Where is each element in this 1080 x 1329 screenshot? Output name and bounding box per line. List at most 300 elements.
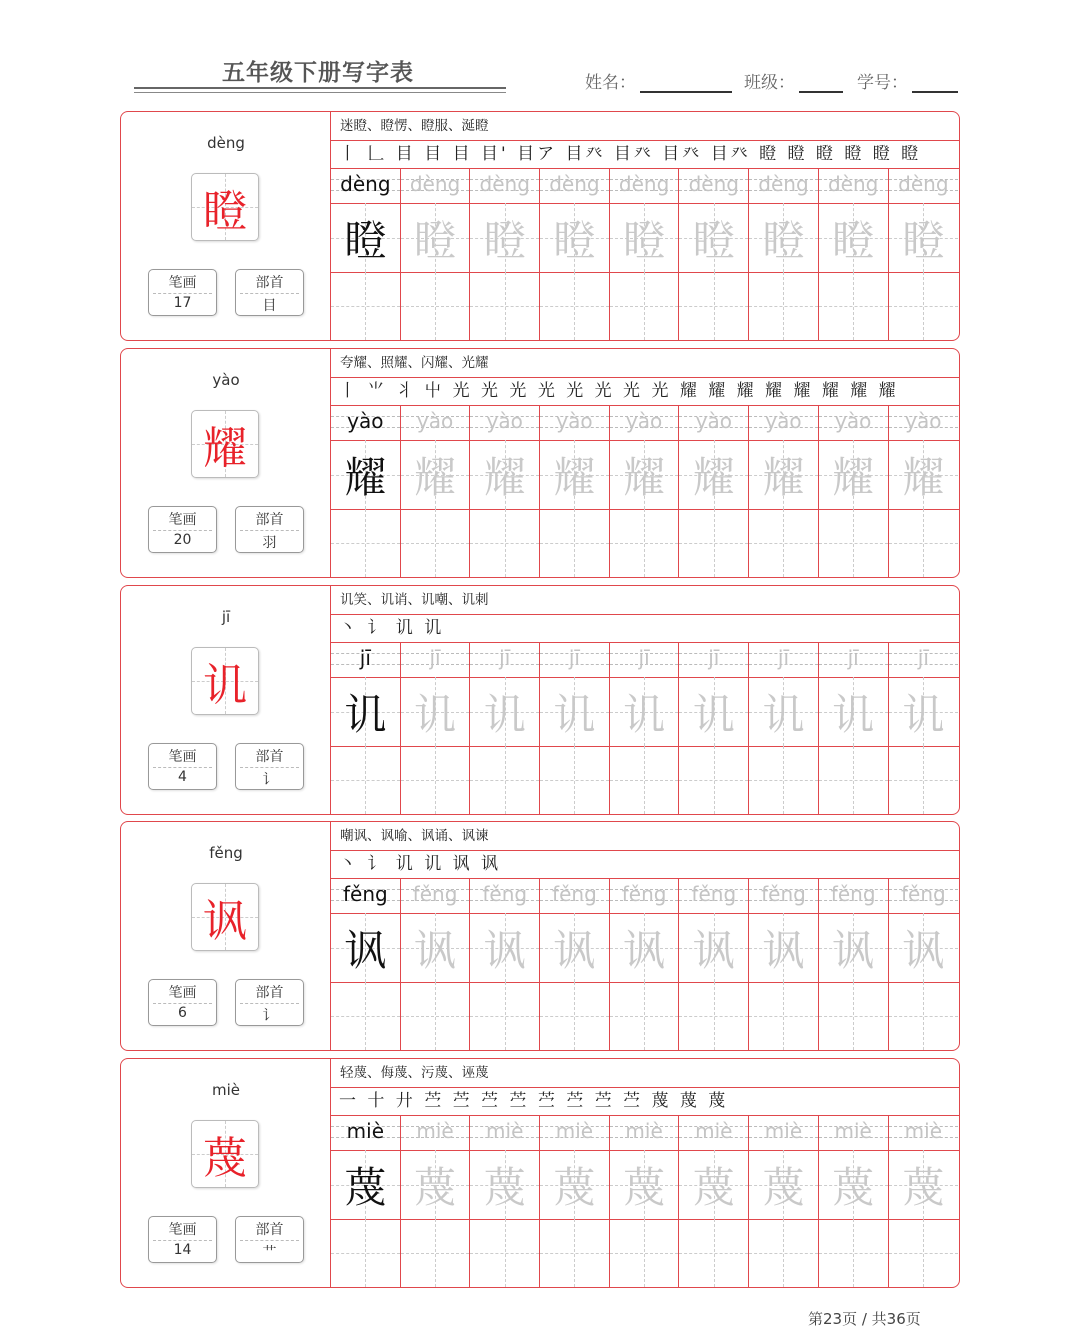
char-cell[interactable] — [470, 677, 540, 746]
pinyin-trace: miè — [695, 1119, 733, 1143]
char-cell[interactable] — [610, 203, 680, 272]
number-blank[interactable] — [912, 71, 958, 93]
blank-practice-cell[interactable] — [889, 1219, 959, 1287]
char-cell[interactable] — [401, 1150, 471, 1219]
radical-value: 讠 — [262, 1008, 277, 1024]
blank-practice-cell[interactable] — [679, 272, 749, 340]
char-trace: 讽 — [623, 925, 666, 975]
blank-practice-cell[interactable] — [610, 1219, 680, 1287]
radical-value: 目 — [262, 298, 277, 314]
pinyin-cell[interactable] — [610, 405, 680, 440]
pinyin-cell[interactable] — [401, 405, 471, 440]
pinyin-trace: yào — [416, 409, 454, 433]
pinyin-cell[interactable] — [470, 405, 540, 440]
blank-practice-cell[interactable] — [819, 1219, 889, 1287]
pinyin-trace: fěng — [552, 882, 597, 906]
char-cell[interactable] — [331, 677, 401, 746]
pinyin-cell[interactable] — [401, 642, 471, 677]
pinyin-trace: dèng — [479, 172, 530, 196]
blank-row — [331, 509, 959, 577]
pinyin-trace: miè — [346, 1119, 385, 1143]
pinyin-trace: dèng — [340, 172, 391, 196]
blank-practice-cell[interactable] — [679, 509, 749, 577]
pinyin-cell[interactable] — [331, 878, 401, 913]
blank-practice-cell[interactable] — [749, 272, 819, 340]
pinyin-cell[interactable] — [819, 642, 889, 677]
pinyin-label: yào — [212, 371, 240, 389]
pinyin-trace: yào — [486, 409, 523, 433]
pinyin-trace: dèng — [618, 172, 670, 196]
char-trace: 瞪 — [344, 215, 387, 265]
char-cell[interactable] — [889, 677, 959, 746]
stroke-count-label: 笔画 — [168, 749, 197, 765]
blank-practice-cell[interactable] — [331, 746, 401, 814]
pinyin-trace: miè — [416, 1119, 454, 1143]
char-trace: 瞪 — [762, 215, 805, 265]
character-row — [331, 677, 959, 747]
pinyin-cell[interactable] — [749, 168, 819, 203]
char-trace: 讥 — [623, 689, 666, 739]
pinyin-cell[interactable] — [819, 1115, 889, 1150]
pinyin-cell[interactable] — [610, 168, 680, 203]
character-info-panel — [121, 349, 331, 577]
pinyin-cell[interactable] — [470, 168, 540, 203]
character-card — [120, 821, 960, 1051]
char-cell[interactable] — [540, 1150, 610, 1219]
char-trace: 讽 — [902, 925, 945, 975]
stroke-order: 丨 𠃊 目 目 目 目' 目ア 目癶 目癶 目癶 目癶 瞪 瞪 瞪 瞪 瞪 瞪 — [331, 140, 959, 169]
pinyin-cell[interactable] — [749, 642, 819, 677]
pinyin-cell[interactable] — [331, 168, 401, 203]
example-words: 夸耀、照耀、闪耀、光耀 — [331, 349, 959, 378]
radical-box — [235, 743, 304, 790]
pinyin-cell[interactable] — [889, 405, 959, 440]
blank-practice-cell[interactable] — [749, 746, 819, 814]
char-trace: 瞪 — [414, 215, 457, 265]
pinyin-cell[interactable] — [401, 878, 471, 913]
char-trace: 讥 — [832, 689, 875, 739]
character-info-panel — [121, 822, 331, 1050]
char-cell[interactable] — [819, 203, 889, 272]
stroke-count-label: 笔画 — [168, 985, 197, 1001]
pinyin-cell[interactable] — [470, 878, 540, 913]
pinyin-trace: dèng — [827, 172, 879, 196]
char-trace: 瞪 — [483, 215, 526, 265]
radical-box — [235, 1216, 304, 1263]
char-trace: 蔑 — [832, 1162, 875, 1212]
pinyin-trace: jī — [708, 646, 720, 670]
stroke-count-value: 4 — [178, 769, 187, 785]
pinyin-trace: yào — [695, 409, 732, 433]
main-character: 蔑 — [203, 1133, 247, 1184]
char-cell[interactable] — [470, 913, 540, 982]
pinyin-trace: miè — [764, 1119, 803, 1143]
pinyin-trace: dèng — [409, 172, 461, 196]
pinyin-trace: yào — [765, 409, 802, 433]
blank-practice-cell[interactable] — [679, 982, 749, 1050]
char-trace: 瞪 — [553, 215, 596, 265]
char-trace: 讥 — [692, 689, 735, 739]
pinyin-trace: dèng — [898, 172, 949, 196]
character-info-panel — [121, 1059, 331, 1287]
blank-practice-cell[interactable] — [470, 1219, 540, 1287]
main-character: 瞪 — [203, 186, 247, 237]
blank-practice-cell[interactable] — [470, 982, 540, 1050]
pinyin-row — [331, 405, 959, 441]
pinyin-row — [331, 878, 959, 914]
pinyin-cell[interactable] — [679, 168, 749, 203]
pinyin-trace: fěng — [830, 882, 876, 906]
char-cell[interactable] — [749, 913, 819, 982]
stroke-count-value: 6 — [178, 1005, 187, 1021]
radical-box — [235, 979, 304, 1026]
radical-label: 部首 — [255, 1222, 284, 1238]
pinyin-cell[interactable] — [540, 405, 610, 440]
char-cell[interactable] — [331, 440, 401, 509]
char-cell[interactable] — [749, 677, 819, 746]
pinyin-cell[interactable] — [889, 168, 959, 203]
name-label: 姓名： — [585, 73, 636, 93]
blank-practice-cell[interactable] — [819, 746, 889, 814]
pinyin-trace: miè — [834, 1119, 872, 1143]
pinyin-row — [331, 642, 959, 678]
character-box — [191, 1120, 259, 1188]
stroke-order: 一 十 廾 苎 苎 苎 苎 苎 苎 苎 苎 蔑 蔑 蔑 — [331, 1087, 959, 1116]
pinyin-cell[interactable] — [610, 642, 680, 677]
stroke-count-value: 14 — [173, 1242, 192, 1258]
char-trace: 瞪 — [623, 215, 666, 265]
char-trace: 耀 — [483, 452, 526, 502]
pinyin-trace: jī — [847, 646, 859, 670]
pinyin-trace: dèng — [758, 172, 809, 196]
character-box — [191, 173, 259, 241]
blank-practice-cell[interactable] — [749, 509, 819, 577]
char-cell[interactable] — [679, 677, 749, 746]
pinyin-trace: fěng — [342, 882, 388, 906]
char-trace: 讽 — [344, 925, 387, 975]
pinyin-label: jī — [221, 608, 231, 626]
stroke-order: 丶 讠 讥 讥 — [331, 614, 959, 643]
number-field[interactable] — [857, 68, 958, 93]
char-trace: 耀 — [832, 452, 875, 502]
pinyin-trace: miè — [904, 1119, 943, 1143]
char-cell[interactable] — [679, 1150, 749, 1219]
character-info-panel — [121, 586, 331, 814]
blank-practice-cell[interactable] — [331, 982, 401, 1050]
blank-practice-cell[interactable] — [819, 509, 889, 577]
title-underline-thin — [134, 92, 506, 93]
stroke-count-box — [148, 1216, 217, 1263]
pinyin-cell[interactable] — [401, 1115, 471, 1150]
pinyin-trace: jī — [359, 646, 371, 670]
char-trace: 讽 — [483, 925, 526, 975]
pinyin-trace: miè — [555, 1119, 594, 1143]
pinyin-trace: yào — [347, 409, 384, 433]
radical-label: 部首 — [255, 512, 284, 528]
char-trace: 蔑 — [762, 1162, 805, 1212]
pinyin-trace: fěng — [621, 882, 667, 906]
blank-practice-cell[interactable] — [749, 982, 819, 1050]
pinyin-cell[interactable] — [819, 168, 889, 203]
char-cell[interactable] — [679, 440, 749, 509]
pinyin-trace: fěng — [482, 882, 528, 906]
blank-practice-cell[interactable] — [679, 1219, 749, 1287]
pinyin-trace: jī — [568, 646, 580, 670]
example-words: 讥笑、讥诮、讥嘲、讥刺 — [331, 586, 959, 615]
pinyin-trace: fěng — [761, 882, 806, 906]
blank-practice-cell[interactable] — [331, 1219, 401, 1287]
blank-practice-cell[interactable] — [610, 746, 680, 814]
char-cell[interactable] — [610, 913, 680, 982]
blank-practice-cell[interactable] — [401, 509, 471, 577]
pinyin-cell[interactable] — [679, 405, 749, 440]
pinyin-trace: jī — [917, 646, 929, 670]
pinyin-trace: yào — [556, 409, 593, 433]
char-trace: 蔑 — [902, 1162, 945, 1212]
radical-label: 部首 — [255, 275, 284, 291]
blank-practice-cell[interactable] — [401, 982, 471, 1050]
pinyin-label: dèng — [207, 134, 245, 152]
char-cell[interactable] — [610, 1150, 680, 1219]
char-cell[interactable] — [889, 913, 959, 982]
pinyin-trace: jī — [429, 646, 441, 670]
character-card — [120, 1058, 960, 1288]
class-field[interactable] — [744, 68, 843, 93]
char-cell[interactable] — [540, 203, 610, 272]
stroke-count-label: 笔画 — [168, 512, 197, 528]
pinyin-cell[interactable] — [610, 1115, 680, 1150]
blank-practice-cell[interactable] — [749, 1219, 819, 1287]
practice-area — [331, 349, 959, 577]
char-trace: 耀 — [553, 452, 596, 502]
blank-practice-cell[interactable] — [470, 272, 540, 340]
char-trace: 耀 — [344, 452, 387, 502]
char-cell[interactable] — [401, 440, 471, 509]
pinyin-trace: fěng — [691, 882, 737, 906]
blank-practice-cell[interactable] — [540, 272, 610, 340]
char-cell[interactable] — [819, 913, 889, 982]
char-cell[interactable] — [401, 913, 471, 982]
example-words: 轻蔑、侮蔑、污蔑、诬蔑 — [331, 1059, 959, 1088]
blank-practice-cell[interactable] — [819, 272, 889, 340]
character-row — [331, 203, 959, 273]
blank-practice-cell[interactable] — [889, 509, 959, 577]
pinyin-cell[interactable] — [610, 878, 680, 913]
stroke-count-box — [148, 979, 217, 1026]
char-cell[interactable] — [331, 203, 401, 272]
char-cell[interactable] — [749, 440, 819, 509]
pinyin-cell[interactable] — [540, 878, 610, 913]
char-trace: 蔑 — [344, 1162, 387, 1212]
char-trace: 蔑 — [414, 1162, 457, 1212]
char-trace: 讥 — [483, 689, 526, 739]
character-box — [191, 410, 259, 478]
stroke-count-label: 笔画 — [168, 1222, 197, 1238]
pinyin-trace: jī — [777, 646, 790, 670]
pinyin-cell[interactable] — [749, 405, 819, 440]
pinyin-cell[interactable] — [889, 1115, 959, 1150]
char-trace: 讽 — [762, 925, 805, 975]
pinyin-cell[interactable] — [470, 642, 540, 677]
blank-practice-cell[interactable] — [401, 272, 471, 340]
char-cell[interactable] — [540, 677, 610, 746]
pinyin-cell[interactable] — [401, 168, 471, 203]
char-cell[interactable] — [889, 1150, 959, 1219]
char-trace: 耀 — [902, 452, 945, 502]
stroke-order: 丨 ⺌ 丬 屮 光 光 光 光 光 光 光 光 耀 耀 耀 耀 耀 耀 耀 耀 — [331, 377, 959, 406]
main-character: 讥 — [203, 660, 247, 711]
char-trace: 讥 — [762, 689, 805, 739]
pinyin-cell[interactable] — [540, 1115, 610, 1150]
char-cell[interactable] — [401, 203, 471, 272]
main-character: 讽 — [203, 896, 247, 947]
stroke-count-box — [148, 743, 217, 790]
pinyin-cell[interactable] — [819, 405, 889, 440]
class-blank[interactable] — [799, 71, 843, 93]
blank-practice-cell[interactable] — [889, 746, 959, 814]
name-field[interactable] — [585, 68, 732, 93]
char-trace: 瞪 — [902, 215, 945, 265]
pinyin-cell[interactable] — [331, 405, 401, 440]
blank-practice-cell[interactable] — [470, 509, 540, 577]
char-cell[interactable] — [889, 203, 959, 272]
radical-label: 部首 — [255, 749, 284, 765]
char-trace: 讽 — [692, 925, 735, 975]
pinyin-cell[interactable] — [540, 168, 610, 203]
char-trace: 耀 — [623, 452, 666, 502]
char-cell[interactable] — [540, 913, 610, 982]
char-cell[interactable] — [819, 677, 889, 746]
blank-practice-cell[interactable] — [540, 1219, 610, 1287]
blank-row — [331, 982, 959, 1050]
number-label: 学号： — [857, 73, 908, 93]
practice-area — [331, 1059, 959, 1287]
radical-value: 艹 — [262, 1245, 277, 1261]
pinyin-cell[interactable] — [470, 1115, 540, 1150]
char-cell[interactable] — [749, 203, 819, 272]
example-words: 迷瞪、瞪愣、瞪服、涎瞪 — [331, 112, 959, 141]
blank-practice-cell[interactable] — [610, 982, 680, 1050]
char-cell[interactable] — [819, 440, 889, 509]
pinyin-cell[interactable] — [749, 1115, 819, 1150]
char-cell[interactable] — [331, 1150, 401, 1219]
pinyin-cell[interactable] — [889, 878, 959, 913]
blank-practice-cell[interactable] — [470, 746, 540, 814]
blank-practice-cell[interactable] — [679, 746, 749, 814]
char-cell[interactable] — [331, 913, 401, 982]
pinyin-cell[interactable] — [679, 642, 749, 677]
pinyin-row — [331, 1115, 959, 1151]
character-row — [331, 913, 959, 983]
pinyin-trace: dèng — [549, 172, 600, 196]
char-cell[interactable] — [889, 440, 959, 509]
pinyin-trace: yào — [625, 409, 663, 433]
char-trace: 讥 — [344, 689, 387, 739]
practice-area — [331, 822, 959, 1050]
practice-area — [331, 112, 959, 340]
pinyin-cell[interactable] — [889, 642, 959, 677]
name-blank[interactable] — [640, 71, 732, 93]
radical-value: 羽 — [262, 535, 277, 551]
blank-practice-cell[interactable] — [540, 509, 610, 577]
char-trace: 讽 — [832, 925, 875, 975]
char-trace: 瞪 — [692, 215, 735, 265]
char-cell[interactable] — [749, 1150, 819, 1219]
char-cell[interactable] — [470, 440, 540, 509]
blank-practice-cell[interactable] — [331, 509, 401, 577]
char-trace: 讽 — [414, 925, 457, 975]
char-cell[interactable] — [610, 440, 680, 509]
char-trace: 讥 — [414, 689, 457, 739]
pinyin-label: fěng — [209, 844, 243, 862]
pinyin-cell[interactable] — [679, 878, 749, 913]
char-cell[interactable] — [401, 677, 471, 746]
char-trace: 耀 — [762, 452, 805, 502]
stroke-count-value: 20 — [173, 532, 192, 548]
example-words: 嘲讽、讽喻、讽诵、讽谏 — [331, 822, 959, 851]
page-number: 第23页 / 共36页 — [808, 1310, 921, 1328]
char-cell[interactable] — [540, 440, 610, 509]
pinyin-cell[interactable] — [331, 642, 401, 677]
character-card — [120, 348, 960, 578]
pinyin-cell[interactable] — [819, 878, 889, 913]
character-info-panel — [121, 112, 331, 340]
pinyin-cell[interactable] — [679, 1115, 749, 1150]
char-trace: 蔑 — [483, 1162, 526, 1212]
char-cell[interactable] — [470, 203, 540, 272]
blank-practice-cell[interactable] — [331, 272, 401, 340]
blank-practice-cell[interactable] — [401, 1219, 471, 1287]
pinyin-cell[interactable] — [749, 878, 819, 913]
pinyin-cell[interactable] — [331, 1115, 401, 1150]
stroke-order: 丶 讠 讥 讥 讽 讽 — [331, 850, 959, 879]
blank-practice-cell[interactable] — [819, 982, 889, 1050]
blank-practice-cell[interactable] — [889, 982, 959, 1050]
char-trace: 瞪 — [832, 215, 875, 265]
pinyin-trace: miè — [625, 1119, 663, 1143]
pinyin-cell[interactable] — [540, 642, 610, 677]
char-trace: 蔑 — [692, 1162, 735, 1212]
blank-practice-cell[interactable] — [540, 982, 610, 1050]
blank-row — [331, 1219, 959, 1287]
character-row — [331, 1150, 959, 1220]
pinyin-trace: dèng — [688, 172, 739, 196]
blank-practice-cell[interactable] — [401, 746, 471, 814]
char-trace: 蔑 — [623, 1162, 666, 1212]
char-cell[interactable] — [610, 677, 680, 746]
blank-practice-cell[interactable] — [610, 272, 680, 340]
pinyin-trace: yào — [905, 409, 942, 433]
char-trace: 讥 — [902, 689, 945, 739]
pinyin-row — [331, 168, 959, 204]
char-cell[interactable] — [470, 1150, 540, 1219]
blank-practice-cell[interactable] — [889, 272, 959, 340]
stroke-count-box — [148, 269, 217, 316]
title-underline — [134, 87, 506, 89]
radical-label: 部首 — [255, 985, 284, 1001]
char-cell[interactable] — [819, 1150, 889, 1219]
radical-box — [235, 269, 304, 316]
class-label: 班级： — [744, 73, 795, 93]
character-row — [331, 440, 959, 510]
blank-practice-cell[interactable] — [540, 746, 610, 814]
blank-practice-cell[interactable] — [610, 509, 680, 577]
char-cell[interactable] — [679, 203, 749, 272]
pinyin-trace: jī — [499, 646, 511, 670]
char-trace: 耀 — [692, 452, 735, 502]
stroke-count-value: 17 — [173, 295, 192, 311]
char-cell[interactable] — [679, 913, 749, 982]
